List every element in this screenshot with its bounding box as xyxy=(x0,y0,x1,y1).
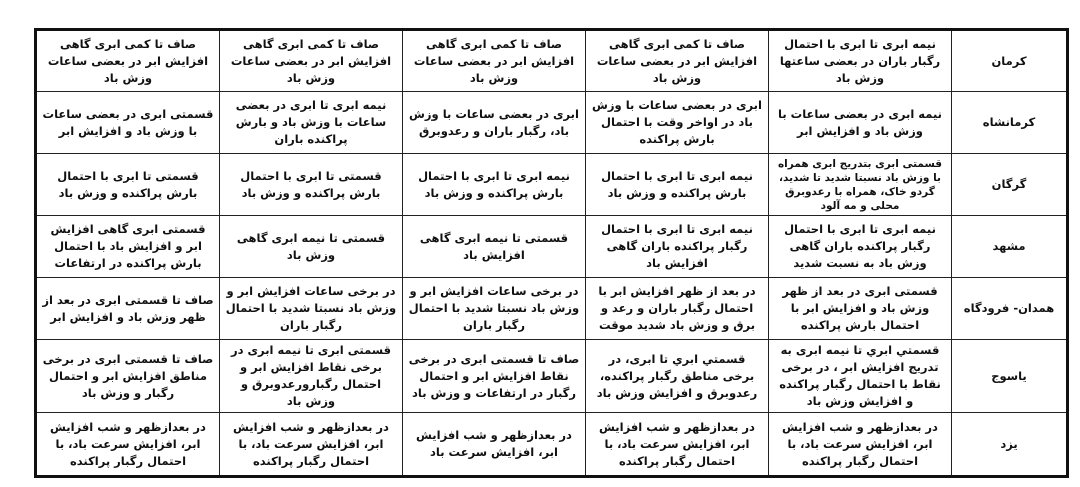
city-cell: کرمان xyxy=(952,30,1068,92)
table-row xyxy=(36,216,1068,278)
forecast-cell: نیمه ابری تا ابری با احتمال رگبار پراکنده باران گاهی افزایش باد xyxy=(586,216,769,278)
forecast-cell: در بعدازظهر و شب افزایش ابر، افزایش سرعت باد، با احتمال رگبار پراکنده xyxy=(220,413,403,477)
table-row xyxy=(36,340,1068,413)
city-cell: یاسوج xyxy=(952,340,1068,413)
forecast-cell: نیمه ابری تا ابری با احتمال رگبار باران در بعضی ساعتها وزش باد xyxy=(769,30,952,92)
forecast-cell: صاف تا کمی ابری گاهی افزایش ابر در بعضی ساعات وزش باد xyxy=(586,30,769,92)
forecast-cell: نیمه ابری تا ابری با احتمال بارش پراکنده و وزش باد xyxy=(403,154,586,216)
table-row xyxy=(36,92,1068,154)
weather-forecast-table xyxy=(34,28,1069,478)
forecast-cell: در بعدازظهر و شب افزایش ابر، افزایش سرعت باد، با احتمال رگبار پراکنده xyxy=(36,413,220,477)
forecast-cell: ابری در بعضی ساعات با وزش باد در اواخر وقت با احتمال بارش پراکنده xyxy=(586,92,769,154)
forecast-cell: صاف تا قسمتی ابری در بعد از ظهر وزش باد و افزایش ابر xyxy=(36,278,220,340)
forecast-cell: در بعدازظهر و شب افزایش ابر، افزایش سرعت باد، با احتمال رگبار پراکنده xyxy=(769,413,952,477)
forecast-cell: قسمتی ابری بتدریج ابری همراه با وزش باد نسبتا شدید تا شدید، گردو خاک، همراه با رعدوبرق محلی و مه آلود xyxy=(769,154,952,216)
city-cell: مشهد xyxy=(952,216,1068,278)
city-cell: یزد xyxy=(952,413,1068,477)
forecast-cell: در بعدازظهر و شب افزایش ابر، افزایش سرعت باد، با احتمال رگبار پراکنده xyxy=(586,413,769,477)
table-row xyxy=(36,413,1068,477)
forecast-cell: نیمه ابری در بعضی ساعات با وزش باد و افزایش ابر xyxy=(769,92,952,154)
forecast-cell: نیمه ابری تا ابری با احتمال بارش پراکنده و وزش باد xyxy=(586,154,769,216)
forecast-cell: قسمتی تا نیمه ابری گاهی افزایش باد xyxy=(403,216,586,278)
city-cell: گرگان xyxy=(952,154,1068,216)
forecast-table-container xyxy=(34,28,1069,478)
forecast-cell: نیمه ابری تا ابری با احتمال رگبار پراکنده باران گاهی وزش باد به نسبت شدید xyxy=(769,216,952,278)
forecast-cell: صاف تا قسمتی ابری در برخی نقاط افزایش ابر و احتمال رگبار در ارتفاعات و وزش باد xyxy=(403,340,586,413)
table-row xyxy=(36,154,1068,216)
forecast-cell: قسمتی تا ابری با احتمال بارش پراکنده و وزش باد xyxy=(36,154,220,216)
forecast-cell: در برخی ساعات افزایش ابر و وزش باد نسبتا شدید با احتمال رگبار باران xyxy=(403,278,586,340)
forecast-cell: قسمتی ابری در بعضی ساعات با وزش باد و افزایش ابر xyxy=(36,92,220,154)
forecast-cell: صاف تا قسمتی ابری در برخی مناطق افزایش ابر و احتمال رگبار و وزش باد xyxy=(36,340,220,413)
forecast-cell: صاف تا کمی ابری گاهی افزایش ابر در بعضی ساعات وزش باد xyxy=(220,30,403,92)
forecast-cell: قسمتی تا ابری با احتمال بارش پراکنده و وزش باد xyxy=(220,154,403,216)
forecast-cell: صاف تا کمی ابری گاهی افزایش ابر در بعضی ساعات وزش باد xyxy=(36,30,220,92)
forecast-cell: قسمتي ابري تا ابری، در برخی مناطق رگبار پراکنده، رعدوبرق و افزایش وزش باد xyxy=(586,340,769,413)
forecast-cell: قسمتی ابری تا نیمه ابری در برخی نقاط افزایش ابر و احتمال رگبارورعدوبرق و وزش باد xyxy=(220,340,403,413)
forecast-cell: ابری در بعضی ساعات با وزش باد، رگبار باران و رعدوبرق xyxy=(403,92,586,154)
forecast-cell: در برخی ساعات افزایش ابر و وزش باد نسبتا شدید با احتمال رگبار باران xyxy=(220,278,403,340)
forecast-cell: قسمتي ابري تا نیمه ابری به تدریج افزایش ابر ، در برخی نقاط با احتمال رگبار پراکنده و افزایش وزش باد xyxy=(769,340,952,413)
city-cell: کرمانشاه xyxy=(952,92,1068,154)
forecast-cell: قسمتی ابری گاهی افزایش ابر و افزایش باد با احتمال بارش پراکنده در ارتفاعات xyxy=(36,216,220,278)
forecast-cell: نیمه ابری تا ابری در بعضی ساعات با وزش باد و بارش پراکنده باران xyxy=(220,92,403,154)
forecast-cell: قسمتی ابری در بعد از ظهر وزش باد و افزایش ابر با احتمال بارش پراکنده xyxy=(769,278,952,340)
forecast-cell: در بعدازظهر و شب افزایش ابر، افزایش سرعت باد xyxy=(403,413,586,477)
forecast-cell: در بعد از ظهر افزایش ابر با احتمال رگبار باران و رعد و برق و وزش باد شدید موقت xyxy=(586,278,769,340)
forecast-cell: صاف تا کمی ابری گاهی افزایش ابر در بعضی ساعات وزش باد xyxy=(403,30,586,92)
forecast-cell: قسمتی تا نیمه ابری گاهی وزش باد xyxy=(220,216,403,278)
city-cell: همدان- فرودگاه xyxy=(952,278,1068,340)
table-row xyxy=(36,30,1068,92)
table-row xyxy=(36,278,1068,340)
